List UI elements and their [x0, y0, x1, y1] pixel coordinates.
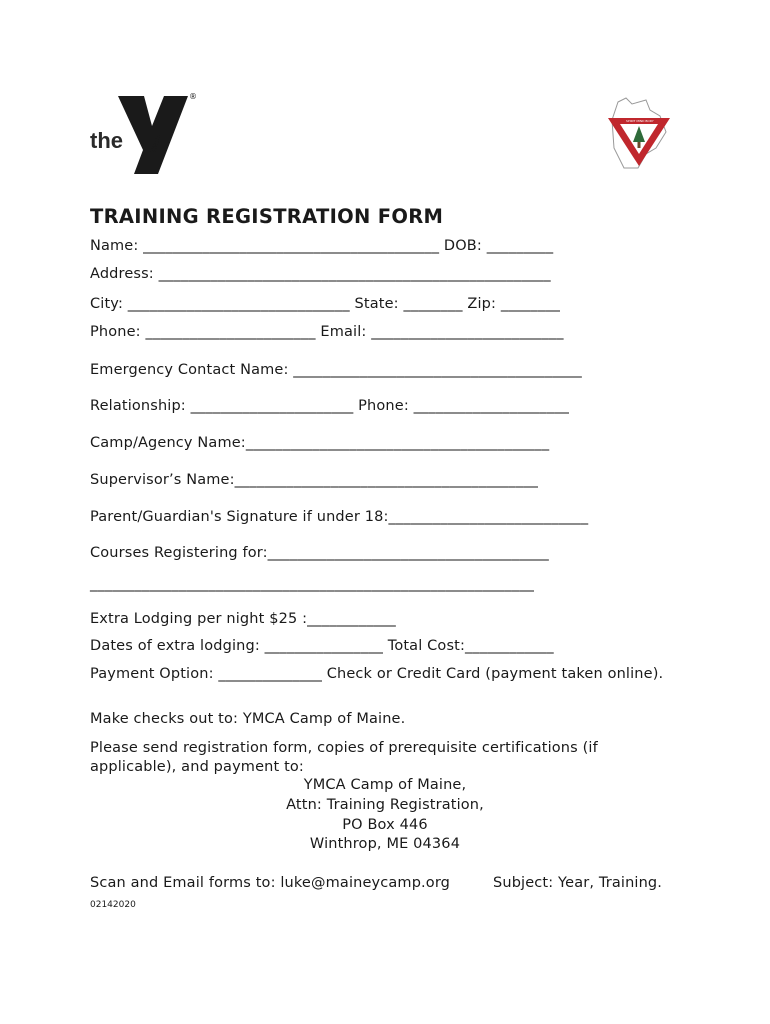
courses-blank-line[interactable]: ____________________________________________________________ [90, 576, 534, 592]
camp-seal-logo [604, 96, 674, 172]
phone-email-line[interactable]: Phone: _______________________ Email: __________________________ [90, 324, 564, 340]
city-state-zip-line[interactable]: City: ______________________________ State: ________ Zip: ________ [90, 296, 561, 312]
logo-ymca-text: YMCA [150, 132, 164, 155]
please-send-text: Please send registration form, copies of prerequisite certifications (if applicable), and payment to: [90, 740, 598, 775]
address-line[interactable]: Address: _____________________________________________________ [90, 266, 551, 282]
camp-seal-words: SPIRIT MIND BODY [626, 119, 654, 123]
courses-line[interactable]: Courses Registering for:______________________________________ [90, 545, 549, 561]
address-line-1: YMCA Camp of Maine, [303, 777, 467, 793]
address-line-2: Attn: Training Registration, [286, 797, 484, 813]
supervisor-line[interactable]: Supervisor’s Name:_________________________________________ [90, 472, 539, 488]
payment-option-text[interactable]: Payment Option: ______________ Check or Credit Card (payment taken online). [90, 666, 664, 682]
scan-email-text: Scan and Email forms to: luke@maineycamp.org [90, 875, 451, 891]
dates-lodging-line[interactable]: Dates of extra lodging: ________________ Total Cost:____________ [90, 638, 554, 654]
logo-the-text: the [90, 128, 123, 153]
form-code: 02142020 [90, 900, 136, 910]
registered-mark: ® [189, 92, 197, 101]
camp-seal-icon [604, 96, 674, 172]
parent-signature-line[interactable]: Parent/Guardian's Signature if under 18:___________________________ [90, 509, 589, 525]
address-line-3: PO Box 446 [342, 817, 428, 833]
extra-lodging-line[interactable]: Extra Lodging per night $25 :____________ [90, 611, 396, 627]
ymca-logo [88, 92, 198, 178]
address-line-4: Winthrop, ME 04364 [309, 836, 461, 852]
name-dob-line[interactable]: Name: ________________________________________ DOB: _________ [90, 238, 554, 254]
relationship-phone-line[interactable]: Relationship: ______________________ Phone: _____________________ [90, 398, 570, 414]
form-title: TRAINING REGISTRATION FORM [90, 205, 444, 228]
subject-text: Subject: Year, Training. [493, 875, 663, 891]
camp-agency-line[interactable]: Camp/Agency Name:_________________________________________ [90, 435, 550, 451]
ymca-y-mark-icon [88, 92, 198, 178]
emergency-contact-line[interactable]: Emergency Contact Name: _______________________________________ [90, 362, 582, 378]
make-checks-text: Make checks out to: YMCA Camp of Maine. [90, 711, 406, 727]
